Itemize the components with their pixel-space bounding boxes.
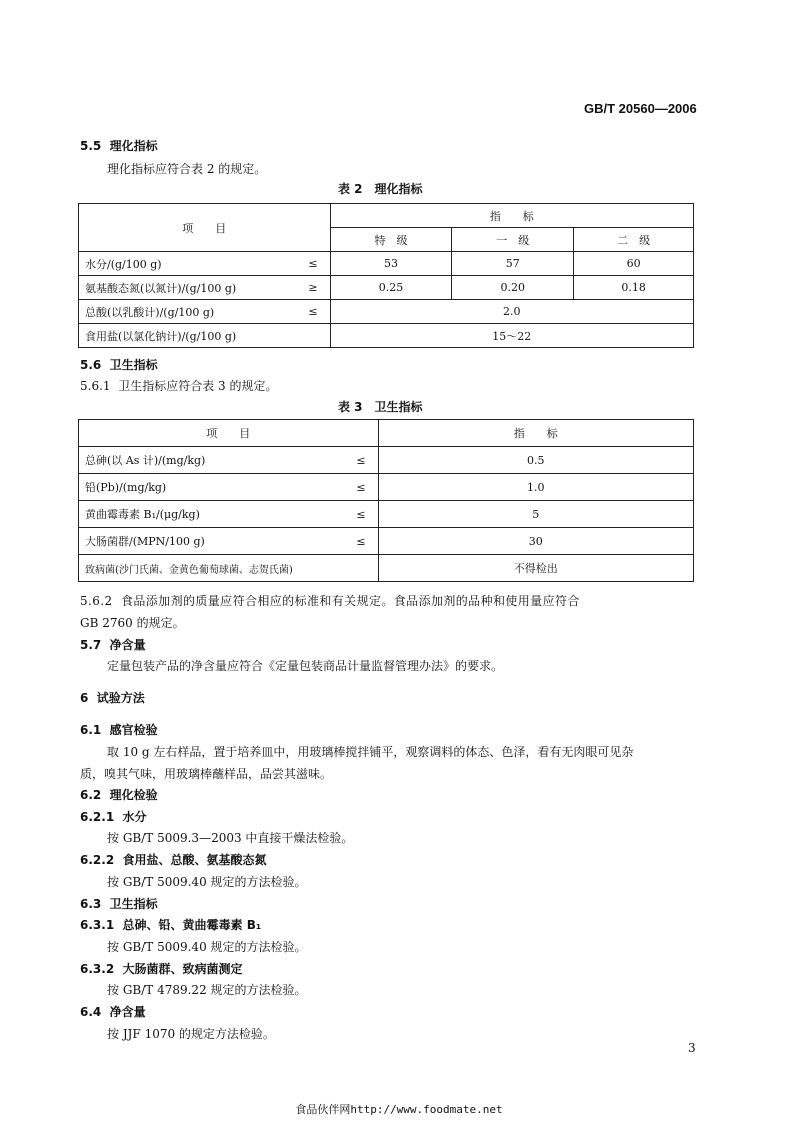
value-cell: 2.0 — [330, 300, 693, 324]
symbol-cell: ≥ — [278, 276, 330, 300]
symbol-cell — [278, 324, 330, 348]
standard-number: GB/T 20560—2006 — [584, 101, 697, 116]
section-number: 5.6.2 — [80, 594, 113, 608]
section-title: 大肠菌群、致病菌测定 — [122, 962, 243, 976]
column-header-index: 指 标 — [378, 420, 693, 447]
table-row — [79, 447, 694, 474]
table-row — [79, 555, 694, 582]
table-row — [79, 252, 694, 276]
section-number: 6.3.1 — [80, 918, 115, 932]
value-cell: 1.0 — [378, 474, 693, 501]
column-header-index: 指 标 — [330, 204, 693, 228]
section-6-3-2-text: 按 GB/T 4789.22 规定的方法检验。 — [107, 983, 307, 997]
section-title: 总砷、铅、黄曲霉毒素 B₁ — [122, 918, 262, 932]
section-6-heading — [80, 689, 145, 706]
value-cell: 53 — [330, 252, 452, 276]
value-cell: 60 — [574, 252, 694, 276]
symbol-cell — [328, 555, 378, 582]
item-cell: 总砷(以 As 计)/(mg/kg) — [79, 447, 329, 474]
section-number: 6.2.2 — [80, 853, 115, 867]
symbol-cell: ≤ — [328, 474, 378, 501]
section-title: 水分 — [122, 810, 147, 824]
table-3-caption: 表 3 卫生指标 — [338, 400, 423, 414]
table-row — [79, 528, 694, 555]
section-5-6-2-line1 — [80, 592, 580, 609]
value-cell: 不得检出 — [378, 555, 693, 582]
table-3 — [78, 419, 694, 582]
value-cell: 0.18 — [574, 276, 694, 300]
section-6-4-text: 按 JJF 1070 的规定方法检验。 — [107, 1027, 275, 1041]
section-number: 6.2 — [80, 788, 102, 802]
grade-header: 一 级 — [452, 228, 574, 252]
page-number: 3 — [688, 1041, 696, 1055]
section-6-4-heading — [80, 1003, 146, 1020]
symbol-cell: ≤ — [328, 447, 378, 474]
section-title: 理化检验 — [109, 788, 158, 802]
item-cell: 食用盐(以氯化钠计)/(g/100 g) — [79, 324, 279, 348]
item-cell: 水分/(g/100 g) — [79, 252, 279, 276]
value-cell: 57 — [452, 252, 574, 276]
item-cell: 铅(Pb)/(mg/kg) — [79, 474, 329, 501]
section-number: 6.2.1 — [80, 810, 115, 824]
section-6-1-line1: 取 10 g 左右样品，置于培养皿中，用玻璃棒搅拌铺平，观察调料的体态、色泽，看有无肉眼可见杂 — [107, 745, 634, 759]
section-title: 试验方法 — [96, 691, 145, 705]
section-title: 卫生指标 — [109, 897, 158, 911]
value-cell: 0.5 — [378, 447, 693, 474]
table-row — [79, 324, 694, 348]
item-cell: 黄曲霉毒素 B₁/(μg/kg) — [79, 501, 329, 528]
section-title: 感官检验 — [109, 723, 158, 737]
table-row — [79, 300, 694, 324]
section-number: 5.6 — [80, 358, 102, 372]
section-title: 理化指标 — [109, 139, 158, 153]
section-5-5-heading — [80, 137, 158, 154]
value-cell: 0.25 — [330, 276, 452, 300]
symbol-cell: ≤ — [328, 501, 378, 528]
item-cell: 氨基酸态氮(以氮计)/(g/100 g) — [79, 276, 279, 300]
section-6-3-heading — [80, 895, 158, 912]
footer-watermark: 食品伙伴网http://www.foodmate.net — [295, 1103, 503, 1116]
value-cell: 5 — [378, 501, 693, 528]
section-number: 6 — [80, 691, 89, 705]
table-row — [79, 501, 694, 528]
symbol-cell: ≤ — [328, 528, 378, 555]
section-title: 净含量 — [109, 1005, 146, 1019]
section-6-2-heading — [80, 786, 158, 803]
value-cell: 30 — [378, 528, 693, 555]
table-2 — [78, 203, 694, 348]
symbol-cell: ≤ — [278, 300, 330, 324]
table-row — [79, 276, 694, 300]
section-6-2-1-text: 按 GB/T 5009.3—2003 中直接干燥法检验。 — [107, 831, 354, 845]
section-6-2-1-heading — [80, 808, 147, 825]
value-cell: 15～22 — [330, 324, 693, 348]
section-number: 5.5 — [80, 139, 102, 153]
value-cell: 0.20 — [452, 276, 574, 300]
section-title: 食用盐、总酸、氨基酸态氮 — [122, 853, 267, 867]
section-6-1-heading — [80, 721, 158, 738]
section-number: 6.3.2 — [80, 962, 115, 976]
section-6-3-2-heading — [80, 960, 243, 977]
section-text: 食品添加剂的质量应符合相应的标准和有关规定。食品添加剂的品种和使用量应符合 — [120, 594, 580, 608]
symbol-cell: ≤ — [278, 252, 330, 276]
column-header-item: 项 目 — [79, 204, 331, 252]
table-row — [79, 474, 694, 501]
section-6-3-1-text: 按 GB/T 5009.40 规定的方法检验。 — [107, 940, 307, 954]
grade-header: 特 级 — [330, 228, 452, 252]
section-6-2-2-heading — [80, 851, 267, 868]
grade-header: 二 级 — [574, 228, 694, 252]
table-header-row — [79, 420, 694, 447]
section-6-3-1-heading — [80, 916, 261, 933]
item-cell: 致病菌(沙门氏菌、金黄色葡萄球菌、志贺氏菌) — [79, 555, 329, 582]
section-5-7-text: 定量包装产品的净含量应符合《定量包装商品计量监督管理办法》的要求。 — [107, 659, 504, 673]
table-header-row — [79, 204, 694, 228]
section-5-7-heading — [80, 636, 146, 653]
section-6-2-2-text: 按 GB/T 5009.40 规定的方法检验。 — [107, 875, 307, 889]
section-number: 6.4 — [80, 1005, 102, 1019]
section-title: 卫生指标 — [109, 358, 158, 372]
section-6-1-line2: 质，嗅其气味，用玻璃棒蘸样品，品尝其滋味。 — [80, 767, 333, 781]
section-number: 6.1 — [80, 723, 102, 737]
section-number: 6.3 — [80, 897, 102, 911]
section-5-6-2-line2: GB 2760 的规定。 — [80, 616, 185, 630]
section-title: 净含量 — [109, 638, 146, 652]
section-number: 5.7 — [80, 638, 102, 652]
section-number: 5.6.1 — [80, 379, 111, 393]
table-2-caption: 表 2 理化指标 — [338, 182, 423, 196]
item-cell: 大肠菌群/(MPN/100 g) — [79, 528, 329, 555]
item-cell: 总酸(以乳酸计)/(g/100 g) — [79, 300, 279, 324]
section-5-6-1 — [80, 377, 277, 394]
section-5-6-heading — [80, 356, 158, 373]
section-5-5-text: 理化指标应符合表 2 的规定。 — [107, 162, 267, 176]
column-header-item: 项 目 — [79, 420, 379, 447]
section-text: 卫生指标应符合表 3 的规定。 — [118, 379, 278, 393]
